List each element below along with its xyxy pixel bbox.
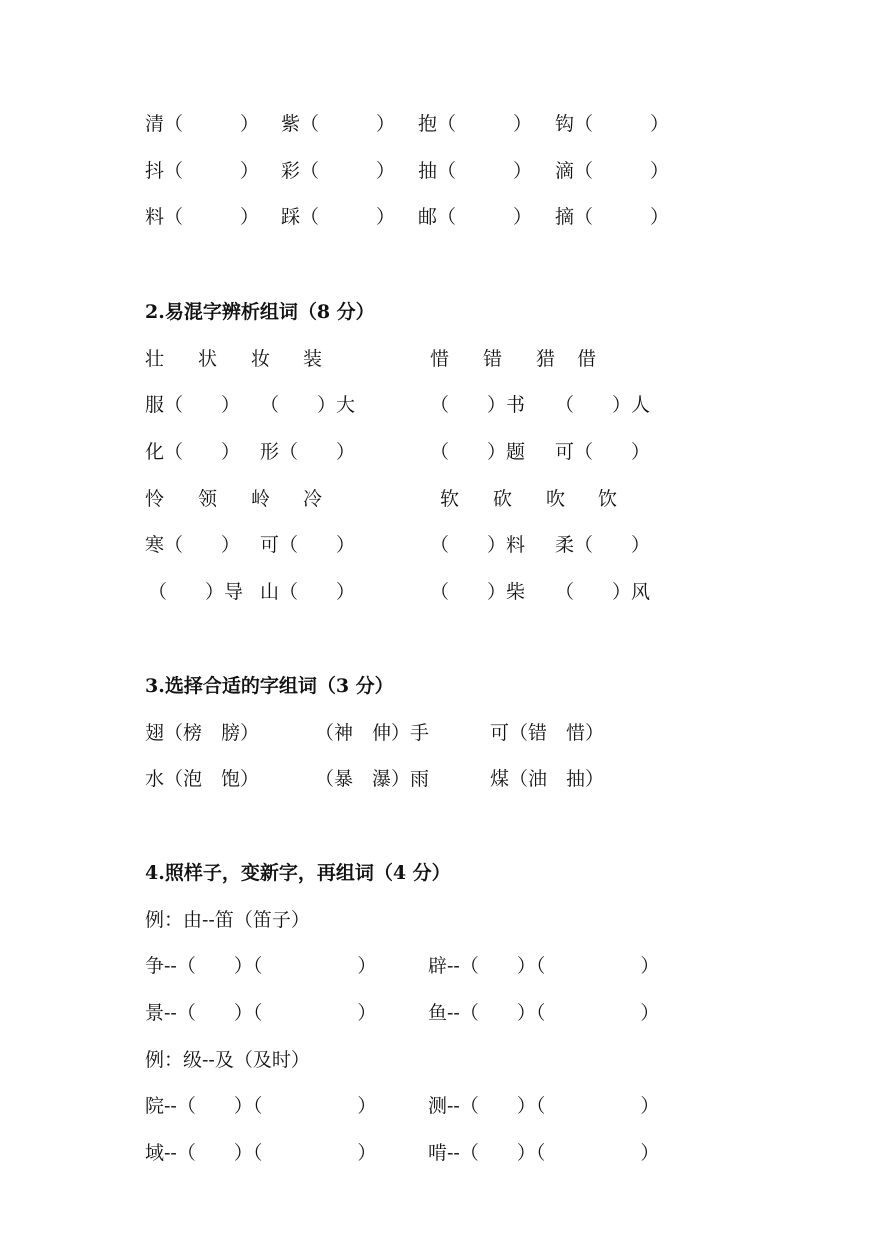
s4-item: 院--（ ）（ ）	[145, 1095, 377, 1117]
s4-row-4	[0, 1138, 660, 1168]
s2-item: （ ）题	[430, 441, 526, 463]
s2-chars-line-2	[0, 484, 618, 514]
s1-item: 滴（ ）	[555, 160, 670, 182]
s2-heading-line	[0, 297, 375, 327]
s2-item: 化（ ）	[145, 441, 241, 463]
s3-heading-line	[0, 671, 394, 701]
s1-item: 踩（ ）	[281, 206, 396, 228]
s4-item: 争--（ ）（ ）	[145, 955, 377, 977]
char: 软	[440, 488, 460, 510]
s2-item: （ ）大	[260, 394, 356, 416]
char: 岭	[251, 488, 271, 510]
s2-item: （ ）风	[555, 581, 651, 603]
s1-row-1	[0, 109, 670, 139]
s1-item: 钩（ ）	[555, 113, 670, 135]
s4-row-2	[0, 998, 660, 1028]
char: 借	[577, 348, 597, 370]
s4-example-2	[0, 1045, 310, 1075]
s4-item: 域--（ ）（ ）	[145, 1142, 377, 1164]
s1-item: 抖（ ）	[145, 160, 260, 182]
s3-item: 可（错 惜）	[490, 722, 605, 744]
s1-item: 邮（ ）	[418, 206, 533, 228]
s1-item: 彩（ ）	[281, 160, 396, 182]
s2-row-2	[0, 437, 651, 467]
s4-item: 景--（ ）（ ）	[145, 1002, 377, 1024]
s4-item: 鱼--（ ）（ ）	[428, 1002, 660, 1024]
s4-row-3	[0, 1091, 660, 1121]
char: 砍	[493, 488, 513, 510]
s2-item: 可（ ）	[260, 534, 356, 556]
char: 猎	[536, 348, 556, 370]
example-text: 例：由--笛（笛子）	[145, 909, 310, 931]
char: 装	[303, 348, 323, 370]
s2-row-4	[0, 577, 651, 607]
s3-row-2	[0, 764, 605, 794]
s3-item: （神 伸）手	[315, 722, 430, 744]
s2-item: （ ）书	[430, 394, 526, 416]
s4-item: 辟--（ ）（ ）	[428, 955, 660, 977]
s4-item: 啃--（ ）（ ）	[428, 1142, 660, 1164]
s2-item: （ ）料	[430, 534, 526, 556]
s1-item: 抽（ ）	[418, 160, 533, 182]
s1-item: 清（ ）	[145, 113, 260, 135]
s1-item: 紫（ ）	[281, 113, 396, 135]
s2-row-3	[0, 530, 651, 560]
s2-item: 柔（ ）	[555, 534, 651, 556]
s4-item: 测--（ ）（ ）	[428, 1095, 660, 1117]
s2-item: 寒（ ）	[145, 534, 241, 556]
s3-row-1	[0, 718, 605, 748]
char: 状	[198, 348, 218, 370]
char: 饮	[598, 488, 618, 510]
s2-item: 服（ ）	[145, 394, 241, 416]
char: 错	[483, 348, 503, 370]
s4-example-1	[0, 905, 310, 935]
s3-item: （暴 瀑）雨	[315, 768, 430, 790]
s2-item: （ ）人	[555, 394, 651, 416]
s2-item: 可（ ）	[555, 441, 651, 463]
s3-item: 水（泡 饱）	[145, 768, 260, 790]
char: 领	[198, 488, 218, 510]
s1-row-2	[0, 156, 670, 186]
char: 吹	[546, 488, 566, 510]
char: 冷	[303, 488, 323, 510]
section-heading: 2.易混字辨析组词（8 分）	[145, 301, 375, 323]
section-heading: 3.选择合适的字组词（3 分）	[145, 675, 394, 697]
char: 惜	[430, 348, 450, 370]
s2-item: 形（ ）	[260, 441, 356, 463]
char: 妆	[251, 348, 271, 370]
s1-item: 摘（ ）	[555, 206, 670, 228]
s4-row-1	[0, 951, 660, 981]
s1-item: 料（ ）	[145, 206, 260, 228]
s2-row-1	[0, 390, 651, 420]
example-text: 例：级--及（及时）	[145, 1049, 310, 1071]
s2-item: （ ）柴	[430, 581, 526, 603]
char: 壮	[145, 348, 165, 370]
section-heading: 4.照样子，变新字，再组词（4 分）	[145, 862, 451, 884]
s2-item: 山（ ）	[260, 581, 356, 603]
s4-heading-line	[0, 858, 451, 888]
s1-row-3	[0, 202, 670, 232]
s3-item: 煤（油 抽）	[490, 768, 605, 790]
char: 怜	[145, 488, 165, 510]
s2-item: （ ）导	[148, 581, 244, 603]
s2-chars-line-1	[0, 344, 597, 374]
s1-item: 抱（ ）	[418, 113, 533, 135]
s3-item: 翅（榜 膀）	[145, 722, 260, 744]
